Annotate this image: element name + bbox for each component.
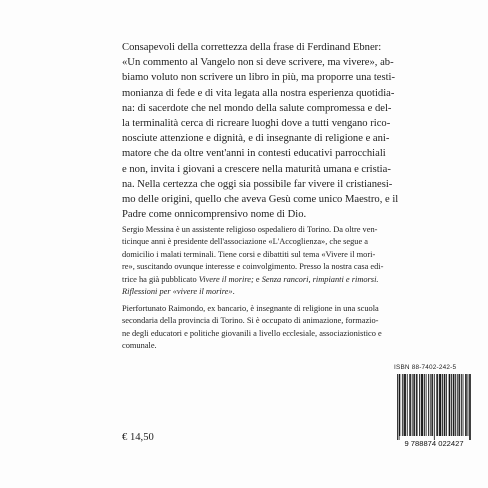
text-line: trice ha già pubblicato Vivere il morire; e Senza rancori, rimpianti e rimorsi. — [122, 274, 379, 284]
barcode-bar — [397, 374, 398, 440]
barcode-bar — [445, 374, 446, 436]
barcode-bar — [431, 374, 432, 436]
author-bio-raimondo — [122, 303, 458, 353]
price: € 14,50 — [122, 432, 154, 443]
barcode-bar — [434, 374, 435, 440]
text-line: domicilio i malati terminali. Tiene corsi e dibattiti sul tema «Vivere il mori- — [122, 249, 376, 259]
barcode-bar — [468, 374, 469, 436]
barcode-bar — [414, 374, 415, 436]
text-line: mo delle origini, quello che aveva Gesù come unico Maestro, e il — [122, 194, 399, 206]
text-line: Padre come onnicomprensivo nome di Dio. — [122, 209, 307, 221]
barcode-bar — [399, 374, 400, 436]
text-line: nosciute attenzione e dignità, e di insegnante di religione e ani- — [122, 133, 390, 145]
text-line: Consapevoli della correttezza della frase di Ferdinand Ebner: — [122, 42, 382, 53]
text-line: la terminalità cerca di ricreare luoghi dove a tutti vengano rico- — [122, 118, 391, 130]
text-line: na: di sacerdote che nel mondo della salute compromessa e del- — [122, 102, 392, 114]
text-line: ticinque anni è presidente dell'associazione «L'Accoglienza», che segue a — [122, 237, 369, 247]
barcode-bar — [404, 374, 405, 436]
barcode-bar — [413, 374, 414, 436]
barcode-bar — [440, 374, 441, 436]
barcode-bar — [444, 374, 445, 436]
barcode-bar — [430, 374, 431, 436]
barcode-bar — [449, 374, 450, 436]
barcode-bar — [459, 374, 460, 436]
text-line: secondaria della provincia di Torino. Si è occupato di animazione, formazio- — [122, 316, 379, 326]
barcode-bar — [453, 374, 454, 436]
barcode-bar — [399, 374, 400, 440]
barcode-bar — [449, 374, 450, 436]
barcode-bar — [412, 374, 413, 436]
barcode-bar — [454, 374, 455, 436]
text-line: monianza di fede e di vita legata alla nostra esperienza quotidia- — [122, 87, 395, 99]
text-line: e non, invita i giovani a crescere nella maturità umana e cristia- — [122, 163, 391, 175]
barcode-bar — [442, 374, 443, 436]
barcode-bar — [402, 374, 403, 436]
text-line: biamo voluto non scrivere un libro in più, ma proporre una testi- — [122, 72, 396, 84]
barcode-bar — [410, 374, 411, 436]
text-line: Riflessioni per «vivere il morire». — [122, 287, 235, 297]
barcode-bar — [424, 374, 425, 436]
text-line: matore che da oltre vent'anni in contesti educativi parrocchiali — [122, 148, 386, 160]
barcode-bar — [426, 374, 427, 436]
barcode-bar — [432, 374, 433, 436]
barcode-bar — [405, 374, 406, 436]
barcode-bar — [437, 374, 438, 436]
barcode-bar — [422, 374, 423, 436]
barcode-bar — [422, 374, 423, 436]
barcode-bar — [451, 374, 452, 436]
barcode-bar — [455, 374, 456, 436]
barcode-bar — [409, 374, 410, 436]
text-line: «Un commento al Vangelo non si deve scrivere, ma vivere», ab- — [122, 57, 394, 69]
author-bio-messina — [122, 224, 458, 298]
description-paragraph — [122, 40, 458, 222]
barcode-bar — [436, 374, 437, 436]
barcode-bar — [404, 374, 405, 436]
barcode-bar — [457, 374, 458, 436]
text-line: Pierfortunato Raimondo, ex bancario, è insegnante di religione in una scuola — [122, 304, 379, 313]
barcode-bar — [417, 374, 418, 436]
text-line: Sergio Messina è un assistente religioso ospedaliero di Torino. Da oltre ven- — [122, 225, 378, 234]
barcode-bar — [461, 374, 462, 436]
isbn-label: ISBN 88-7402-242-5 — [394, 364, 457, 371]
barcode-bar — [446, 374, 447, 436]
barcode — [393, 374, 475, 448]
text-line: re», suscitando ovunque interesse e coinvolgimento. Presso la nostra casa edi- — [122, 262, 384, 272]
text-line: ne degli educatori e politiche giovanili a livello ecclesiale, associazionistico e — [122, 328, 382, 338]
barcode-bar — [407, 374, 408, 436]
barcode-bar — [466, 374, 467, 436]
text-line: comunale. — [122, 341, 157, 351]
barcode-bar — [463, 374, 464, 436]
text-line: na. Nella certezza che oggi sia possibile far vivere il cristianesi- — [122, 178, 393, 190]
barcode-bar — [416, 374, 417, 436]
barcode-bar — [459, 374, 460, 436]
barcode-bar — [470, 374, 471, 440]
barcode-bar — [439, 374, 440, 436]
barcode-bar — [469, 374, 470, 440]
barcode-bar — [465, 374, 466, 436]
barcode-bar — [428, 374, 429, 436]
barcode-bar — [421, 374, 422, 436]
barcode-bar — [440, 374, 441, 436]
barcode-bar — [419, 374, 420, 436]
barcode-digits: 9 788874 022427 — [404, 439, 464, 448]
